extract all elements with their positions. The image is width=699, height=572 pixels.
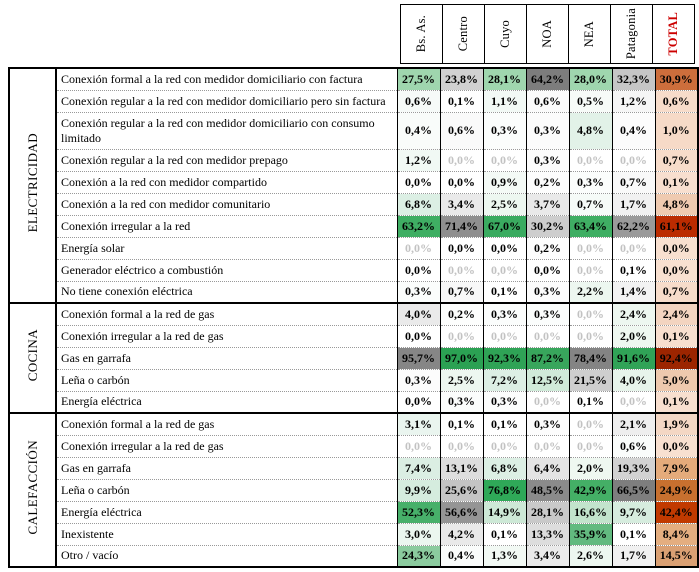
value-cell-electricidad-r3-cuyo: 0,3% xyxy=(483,112,526,149)
value-cell-cocina-r5-bsas: 0,0% xyxy=(397,391,440,413)
row-label: Generador eléctrico a combustión xyxy=(56,259,397,281)
row-label: Conexión a la red con medidor comunitario xyxy=(56,193,397,215)
value-cell-calefaccion-r4-total: 24,9% xyxy=(655,479,698,501)
column-header-centro xyxy=(442,4,485,64)
value-cell-calefaccion-r5-centro: 56,6% xyxy=(440,501,483,523)
value-cell-calefaccion-r6-noa: 13,3% xyxy=(526,523,569,545)
table-row xyxy=(9,545,698,567)
value-cell-cocina-r3-patagonia: 91,6% xyxy=(612,347,655,369)
value-cell-calefaccion-r7-noa: 3,4% xyxy=(526,545,569,567)
value-cell-calefaccion-r1-patagonia: 2,1% xyxy=(612,413,655,435)
column-header-label: NEA xyxy=(582,20,596,48)
value-cell-electricidad-r5-noa: 0,2% xyxy=(526,171,569,193)
value-cell-calefaccion-r6-total: 8,4% xyxy=(655,523,698,545)
value-cell-electricidad-r9-noa: 0,0% xyxy=(526,259,569,281)
value-cell-calefaccion-r2-patagonia: 0,6% xyxy=(612,435,655,457)
value-cell-electricidad-r3-noa: 0,3% xyxy=(526,112,569,149)
value-cell-electricidad-r9-cuyo: 0,0% xyxy=(483,259,526,281)
row-label: Conexión irregular a la red de gas xyxy=(56,325,397,347)
group-label-text: COCINA xyxy=(24,329,40,382)
value-cell-electricidad-r1-nea: 28,0% xyxy=(569,68,612,90)
value-cell-cocina-r5-total: 0,1% xyxy=(655,391,698,413)
value-cell-electricidad-r5-nea: 0,3% xyxy=(569,171,612,193)
value-cell-electricidad-r7-patagonia: 62,2% xyxy=(612,215,655,237)
value-cell-cocina-r2-noa: 0,0% xyxy=(526,325,569,347)
table-body xyxy=(9,68,698,567)
value-cell-electricidad-r6-nea: 0,7% xyxy=(569,193,612,215)
table-row xyxy=(9,523,698,545)
value-cell-electricidad-r5-centro: 0,0% xyxy=(440,171,483,193)
row-label: Energía eléctrica xyxy=(56,501,397,523)
row-label: Inexistente xyxy=(56,523,397,545)
table-row xyxy=(9,501,698,523)
value-cell-electricidad-r6-noa: 3,7% xyxy=(526,193,569,215)
value-cell-calefaccion-r6-patagonia: 0,1% xyxy=(612,523,655,545)
value-cell-electricidad-r1-bsas: 27,5% xyxy=(397,68,440,90)
value-cell-electricidad-r7-centro: 71,4% xyxy=(440,215,483,237)
value-cell-electricidad-r8-patagonia: 0,0% xyxy=(612,237,655,259)
column-header-nea xyxy=(568,4,611,64)
value-cell-calefaccion-r1-nea: 0,0% xyxy=(569,413,612,435)
value-cell-calefaccion-r4-patagonia: 66,5% xyxy=(612,479,655,501)
value-cell-calefaccion-r3-nea: 2,0% xyxy=(569,457,612,479)
value-cell-electricidad-r10-centro: 0,7% xyxy=(440,281,483,303)
value-cell-calefaccion-r2-cuyo: 0,0% xyxy=(483,435,526,457)
value-cell-cocina-r3-noa: 87,2% xyxy=(526,347,569,369)
table-row xyxy=(9,237,698,259)
value-cell-electricidad-r3-patagonia: 0,4% xyxy=(612,112,655,149)
row-label: Energía solar xyxy=(56,237,397,259)
value-cell-electricidad-r6-centro: 3,4% xyxy=(440,193,483,215)
row-label: Conexión regular a la red con medidor domiciliario con consumo limitado xyxy=(56,112,397,149)
value-cell-calefaccion-r2-centro: 0,0% xyxy=(440,435,483,457)
value-cell-electricidad-r6-cuyo: 2,5% xyxy=(483,193,526,215)
value-cell-calefaccion-r1-total: 1,9% xyxy=(655,413,698,435)
value-cell-electricidad-r7-nea: 63,4% xyxy=(569,215,612,237)
value-cell-cocina-r2-patagonia: 2,0% xyxy=(612,325,655,347)
value-cell-cocina-r3-nea: 78,4% xyxy=(569,347,612,369)
value-cell-cocina-r4-noa: 12,5% xyxy=(526,369,569,391)
value-cell-electricidad-r2-cuyo: 1,1% xyxy=(483,90,526,112)
table-row xyxy=(9,281,698,303)
table-row xyxy=(9,435,698,457)
value-cell-electricidad-r8-total: 0,0% xyxy=(655,237,698,259)
value-cell-calefaccion-r2-noa: 0,0% xyxy=(526,435,569,457)
value-cell-electricidad-r2-noa: 0,6% xyxy=(526,90,569,112)
column-header-bs-as xyxy=(400,4,443,64)
table-row xyxy=(9,259,698,281)
value-cell-electricidad-r2-centro: 0,1% xyxy=(440,90,483,112)
table-row xyxy=(9,325,698,347)
value-cell-electricidad-r3-total: 1,0% xyxy=(655,112,698,149)
value-cell-cocina-r5-noa: 0,0% xyxy=(526,391,569,413)
value-cell-calefaccion-r5-nea: 16,6% xyxy=(569,501,612,523)
value-cell-calefaccion-r1-bsas: 3,1% xyxy=(397,413,440,435)
column-header-label: Patagonia xyxy=(624,8,638,60)
table-row xyxy=(9,215,698,237)
value-cell-calefaccion-r1-centro: 0,1% xyxy=(440,413,483,435)
value-cell-calefaccion-r4-centro: 25,6% xyxy=(440,479,483,501)
table-row xyxy=(9,171,698,193)
row-label: Conexión a la red con medidor compartido xyxy=(56,171,397,193)
value-cell-electricidad-r7-bsas: 63,2% xyxy=(397,215,440,237)
value-cell-electricidad-r8-centro: 0,0% xyxy=(440,237,483,259)
value-cell-calefaccion-r7-cuyo: 1,3% xyxy=(483,545,526,567)
column-header-total xyxy=(652,4,695,64)
value-cell-electricidad-r2-total: 0,6% xyxy=(655,90,698,112)
column-headers xyxy=(400,4,695,64)
value-cell-cocina-r4-bsas: 0,3% xyxy=(397,369,440,391)
value-cell-cocina-r4-patagonia: 4,0% xyxy=(612,369,655,391)
table-row xyxy=(9,303,698,325)
value-cell-calefaccion-r7-patagonia: 1,7% xyxy=(612,545,655,567)
value-cell-cocina-r1-patagonia: 2,4% xyxy=(612,303,655,325)
table-row xyxy=(9,68,698,90)
value-cell-electricidad-r5-cuyo: 0,9% xyxy=(483,171,526,193)
value-cell-calefaccion-r5-total: 42,4% xyxy=(655,501,698,523)
value-cell-calefaccion-r4-bsas: 9,9% xyxy=(397,479,440,501)
row-label: Conexión formal a la red de gas xyxy=(56,413,397,435)
value-cell-cocina-r5-nea: 0,1% xyxy=(569,391,612,413)
value-cell-electricidad-r5-patagonia: 0,7% xyxy=(612,171,655,193)
value-cell-cocina-r3-centro: 97,0% xyxy=(440,347,483,369)
value-cell-electricidad-r10-nea: 2,2% xyxy=(569,281,612,303)
value-cell-electricidad-r1-patagonia: 32,3% xyxy=(612,68,655,90)
row-label: Gas en garrafa xyxy=(56,457,397,479)
value-cell-electricidad-r3-centro: 0,6% xyxy=(440,112,483,149)
value-cell-electricidad-r7-cuyo: 67,0% xyxy=(483,215,526,237)
value-cell-calefaccion-r4-nea: 42,9% xyxy=(569,479,612,501)
value-cell-calefaccion-r2-total: 0,0% xyxy=(655,435,698,457)
row-label: Conexión irregular a la red xyxy=(56,215,397,237)
value-cell-electricidad-r8-nea: 0,0% xyxy=(569,237,612,259)
row-label: Leña o carbón xyxy=(56,479,397,501)
value-cell-calefaccion-r4-noa: 48,5% xyxy=(526,479,569,501)
row-label: Conexión formal a la red con medidor domiciliario con factura xyxy=(56,68,397,90)
value-cell-electricidad-r4-bsas: 1,2% xyxy=(397,149,440,171)
value-cell-calefaccion-r6-bsas: 3,0% xyxy=(397,523,440,545)
value-cell-electricidad-r10-noa: 0,3% xyxy=(526,281,569,303)
value-cell-electricidad-r10-patagonia: 1,4% xyxy=(612,281,655,303)
group-label-electricidad xyxy=(9,68,56,303)
group-label-text: ELECTRICIDAD xyxy=(24,133,40,233)
row-label: Energía eléctrica xyxy=(56,391,397,413)
value-cell-calefaccion-r7-nea: 2,6% xyxy=(569,545,612,567)
value-cell-electricidad-r3-nea: 4,8% xyxy=(569,112,612,149)
value-cell-cocina-r4-cuyo: 7,2% xyxy=(483,369,526,391)
table-row xyxy=(9,347,698,369)
value-cell-calefaccion-r3-noa: 6,4% xyxy=(526,457,569,479)
value-cell-calefaccion-r2-nea: 0,0% xyxy=(569,435,612,457)
value-cell-electricidad-r4-cuyo: 0,0% xyxy=(483,149,526,171)
value-cell-cocina-r2-nea: 0,0% xyxy=(569,325,612,347)
value-cell-electricidad-r10-cuyo: 0,1% xyxy=(483,281,526,303)
value-cell-cocina-r5-centro: 0,3% xyxy=(440,391,483,413)
row-label: Leña o carbón xyxy=(56,369,397,391)
value-cell-cocina-r1-nea: 0,0% xyxy=(569,303,612,325)
value-cell-calefaccion-r2-bsas: 0,0% xyxy=(397,435,440,457)
value-cell-calefaccion-r7-total: 14,5% xyxy=(655,545,698,567)
value-cell-electricidad-r1-centro: 23,8% xyxy=(440,68,483,90)
value-cell-electricidad-r8-noa: 0,2% xyxy=(526,237,569,259)
column-header-cuyo xyxy=(484,4,527,64)
table-row xyxy=(9,149,698,171)
value-cell-calefaccion-r6-centro: 4,2% xyxy=(440,523,483,545)
value-cell-calefaccion-r3-total: 7,9% xyxy=(655,457,698,479)
value-cell-cocina-r2-total: 0,1% xyxy=(655,325,698,347)
value-cell-electricidad-r4-nea: 0,0% xyxy=(569,149,612,171)
column-header-label: NOA xyxy=(540,20,554,48)
value-cell-electricidad-r10-total: 0,7% xyxy=(655,281,698,303)
value-cell-calefaccion-r1-noa: 0,3% xyxy=(526,413,569,435)
column-header-label: Cuyo xyxy=(498,20,512,48)
value-cell-calefaccion-r6-cuyo: 0,1% xyxy=(483,523,526,545)
value-cell-cocina-r5-cuyo: 0,3% xyxy=(483,391,526,413)
value-cell-calefaccion-r6-nea: 35,9% xyxy=(569,523,612,545)
value-cell-cocina-r3-bsas: 95,7% xyxy=(397,347,440,369)
value-cell-calefaccion-r3-bsas: 7,4% xyxy=(397,457,440,479)
value-cell-electricidad-r2-nea: 0,5% xyxy=(569,90,612,112)
value-cell-cocina-r1-total: 2,4% xyxy=(655,303,698,325)
value-cell-cocina-r1-noa: 0,3% xyxy=(526,303,569,325)
value-cell-electricidad-r1-cuyo: 28,1% xyxy=(483,68,526,90)
value-cell-electricidad-r4-noa: 0,3% xyxy=(526,149,569,171)
value-cell-electricidad-r9-nea: 0,0% xyxy=(569,259,612,281)
value-cell-cocina-r3-total: 92,4% xyxy=(655,347,698,369)
row-label: Conexión irregular a la red de gas xyxy=(56,435,397,457)
value-cell-calefaccion-r7-centro: 0,4% xyxy=(440,545,483,567)
value-cell-cocina-r3-cuyo: 92,3% xyxy=(483,347,526,369)
value-cell-cocina-r2-bsas: 0,0% xyxy=(397,325,440,347)
value-cell-electricidad-r8-bsas: 0,0% xyxy=(397,237,440,259)
value-cell-electricidad-r1-noa: 64,2% xyxy=(526,68,569,90)
value-cell-electricidad-r6-total: 4,8% xyxy=(655,193,698,215)
table-row xyxy=(9,413,698,435)
table-row xyxy=(9,193,698,215)
column-header-patagonia xyxy=(610,4,653,64)
value-cell-cocina-r2-centro: 0,0% xyxy=(440,325,483,347)
value-cell-cocina-r1-cuyo: 0,3% xyxy=(483,303,526,325)
column-header-label: Centro xyxy=(456,16,470,52)
column-header-noa xyxy=(526,4,569,64)
value-cell-calefaccion-r5-patagonia: 9,7% xyxy=(612,501,655,523)
row-label: Conexión regular a la red con medidor prepago xyxy=(56,149,397,171)
row-label: Otro / vacío xyxy=(56,545,397,567)
value-cell-electricidad-r6-bsas: 6,8% xyxy=(397,193,440,215)
value-cell-electricidad-r9-total: 0,0% xyxy=(655,259,698,281)
value-cell-cocina-r2-cuyo: 0,0% xyxy=(483,325,526,347)
value-cell-cocina-r1-centro: 0,2% xyxy=(440,303,483,325)
value-cell-cocina-r4-nea: 21,5% xyxy=(569,369,612,391)
value-cell-electricidad-r5-total: 0,1% xyxy=(655,171,698,193)
value-cell-electricidad-r10-bsas: 0,3% xyxy=(397,281,440,303)
value-cell-electricidad-r5-bsas: 0,0% xyxy=(397,171,440,193)
value-cell-electricidad-r4-total: 0,7% xyxy=(655,149,698,171)
value-cell-electricidad-r7-total: 61,1% xyxy=(655,215,698,237)
value-cell-cocina-r5-patagonia: 0,0% xyxy=(612,391,655,413)
value-cell-electricidad-r8-cuyo: 0,0% xyxy=(483,237,526,259)
value-cell-cocina-r4-total: 5,0% xyxy=(655,369,698,391)
table-row xyxy=(9,457,698,479)
row-label: Conexión formal a la red de gas xyxy=(56,303,397,325)
value-cell-cocina-r1-bsas: 4,0% xyxy=(397,303,440,325)
table-row xyxy=(9,479,698,501)
value-cell-calefaccion-r3-centro: 13,1% xyxy=(440,457,483,479)
value-cell-electricidad-r7-noa: 30,2% xyxy=(526,215,569,237)
value-cell-electricidad-r4-patagonia: 0,0% xyxy=(612,149,655,171)
value-cell-electricidad-r9-bsas: 0,0% xyxy=(397,259,440,281)
group-label-text: CALEFACCIÓN xyxy=(24,440,40,535)
value-cell-calefaccion-r5-noa: 28,1% xyxy=(526,501,569,523)
row-label: Conexión regular a la red con medidor domiciliario pero sin factura xyxy=(56,90,397,112)
value-cell-electricidad-r6-patagonia: 1,7% xyxy=(612,193,655,215)
row-label: Gas en garrafa xyxy=(56,347,397,369)
value-cell-electricidad-r4-centro: 0,0% xyxy=(440,149,483,171)
table-row xyxy=(9,391,698,413)
value-cell-calefaccion-r7-bsas: 24,3% xyxy=(397,545,440,567)
value-cell-electricidad-r2-patagonia: 1,2% xyxy=(612,90,655,112)
column-header-label: Bs. As. xyxy=(414,15,428,53)
group-label-calefaccion xyxy=(9,413,56,567)
table-row xyxy=(9,112,698,149)
value-cell-calefaccion-r5-cuyo: 14,9% xyxy=(483,501,526,523)
group-label-cocina xyxy=(9,303,56,413)
value-cell-calefaccion-r5-bsas: 52,3% xyxy=(397,501,440,523)
value-cell-electricidad-r9-centro: 0,0% xyxy=(440,259,483,281)
row-label: No tiene conexión eléctrica xyxy=(56,281,397,303)
value-cell-calefaccion-r3-cuyo: 6,8% xyxy=(483,457,526,479)
value-cell-calefaccion-r1-cuyo: 0,1% xyxy=(483,413,526,435)
value-cell-cocina-r4-centro: 2,5% xyxy=(440,369,483,391)
table-row xyxy=(9,369,698,391)
value-cell-electricidad-r9-patagonia: 0,1% xyxy=(612,259,655,281)
value-cell-calefaccion-r3-patagonia: 19,3% xyxy=(612,457,655,479)
data-table xyxy=(8,67,699,568)
table-row xyxy=(9,90,698,112)
value-cell-electricidad-r3-bsas: 0,4% xyxy=(397,112,440,149)
column-header-label: TOTAL xyxy=(666,12,680,56)
value-cell-electricidad-r2-bsas: 0,6% xyxy=(397,90,440,112)
value-cell-calefaccion-r4-cuyo: 76,8% xyxy=(483,479,526,501)
value-cell-electricidad-r1-total: 30,9% xyxy=(655,68,698,90)
